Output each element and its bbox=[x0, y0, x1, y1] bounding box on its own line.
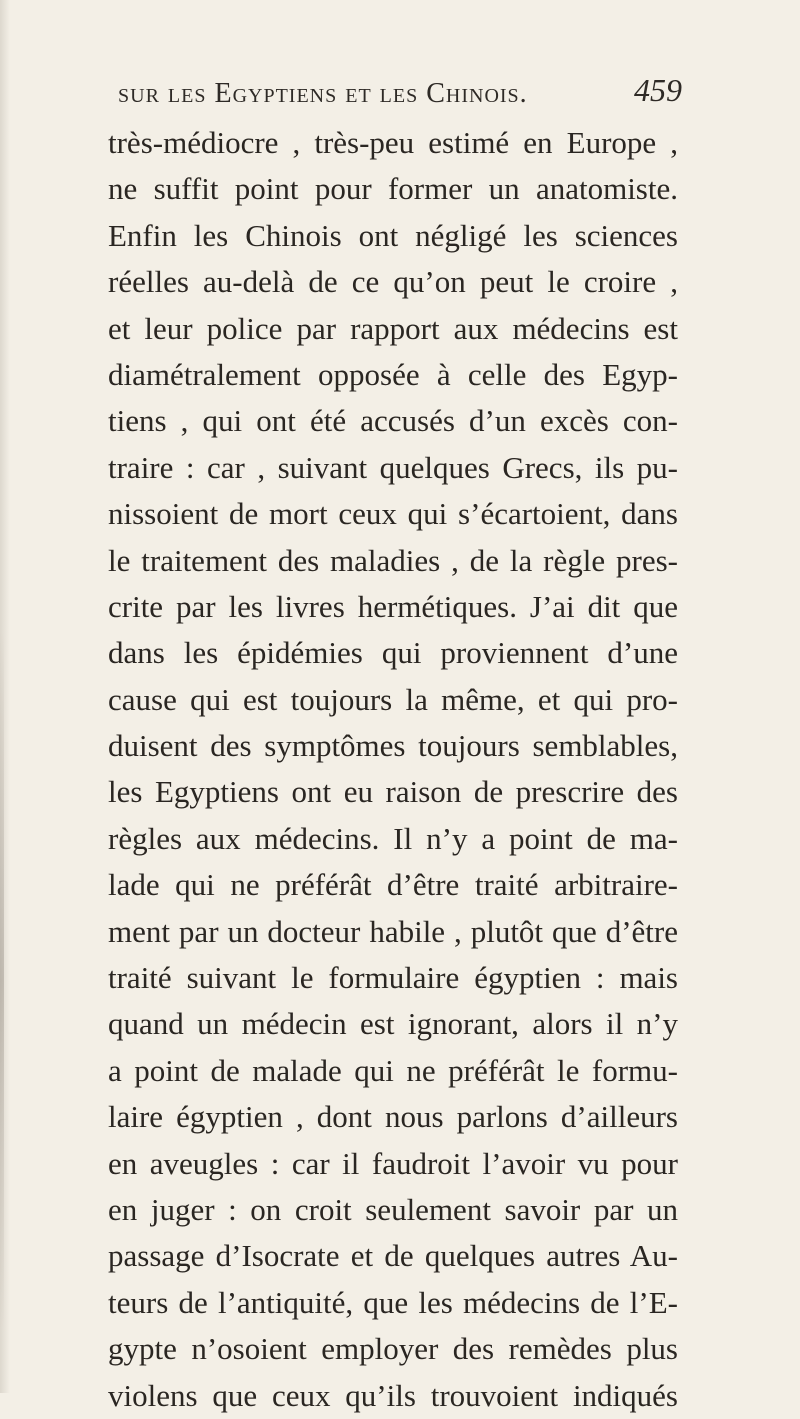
text-line: Enfin les Chinois ont négligé les sciences bbox=[108, 217, 678, 253]
text-line: nissoient de mort ceux qui s’écartoient, dans bbox=[108, 496, 678, 532]
text-line: traité suivant le formulaire égyptien : mais bbox=[108, 960, 678, 996]
body-text bbox=[108, 120, 678, 1419]
text-line: très-médiocre , très-peu estimé en Europe , bbox=[108, 125, 678, 160]
page-number: 459 bbox=[634, 72, 682, 108]
text-line: lade qui ne préférât d’être traité arbitraire- bbox=[108, 867, 678, 903]
text-line: règles aux médecins. Il n’y a point de ma- bbox=[108, 820, 678, 856]
text-line: réelles au-delà de ce qu’on peut le croire , bbox=[108, 264, 678, 300]
text-line: violens que ceux qu’ils trouvoient indiqués bbox=[108, 1377, 678, 1413]
text-line: quand un médecin est ignorant, alors il n’y bbox=[108, 1006, 678, 1042]
text-line: crite par les livres hermétiques. J’ai dit que bbox=[108, 588, 678, 624]
text-line: passage d’Isocrate et de quelques autres Au- bbox=[108, 1238, 678, 1274]
text-line: et leur police par rapport aux médecins est bbox=[108, 310, 678, 346]
text-line: gypte n’osoient employer des remèdes plus bbox=[108, 1331, 678, 1367]
text-line: diamétralement opposée à celle des Egyp- bbox=[108, 356, 678, 392]
text-line: en aveugles : car il faudroit l’avoir vu pour bbox=[108, 1145, 678, 1181]
text-line: ne suffit point pour former un anatomiste. bbox=[108, 171, 678, 207]
text-line: tiens , qui ont été accusés d’un excès con- bbox=[108, 403, 678, 439]
page-gutter-mark bbox=[0, 630, 4, 1330]
text-line: a point de malade qui ne préférât le formu- bbox=[108, 1052, 678, 1088]
running-head: sur les Egyptiens et les Chinois. bbox=[118, 78, 528, 109]
text-line: le traitement des maladies , de la règle pres- bbox=[108, 542, 678, 578]
text-line: ment par un docteur habile , plutôt que d’être bbox=[108, 913, 678, 949]
text-line: dans les épidémies qui proviennent d’une bbox=[108, 635, 678, 671]
text-line: laire égyptien , dont nous parlons d’ailleurs bbox=[108, 1099, 678, 1135]
text-line: teurs de l’antiquité, que les médecins de l’E- bbox=[108, 1284, 678, 1320]
text-line: les Egyptiens ont eu raison de prescrire des bbox=[108, 774, 678, 810]
text-line: en juger : on croit seulement savoir par un bbox=[108, 1191, 678, 1227]
text-line: traire : car , suivant quelques Grecs, ils pu- bbox=[108, 449, 678, 485]
text-line: cause qui est toujours la même, et qui pro- bbox=[108, 681, 678, 717]
text-line: duisent des symptômes toujours semblables, bbox=[108, 728, 678, 764]
page-header bbox=[118, 72, 680, 116]
